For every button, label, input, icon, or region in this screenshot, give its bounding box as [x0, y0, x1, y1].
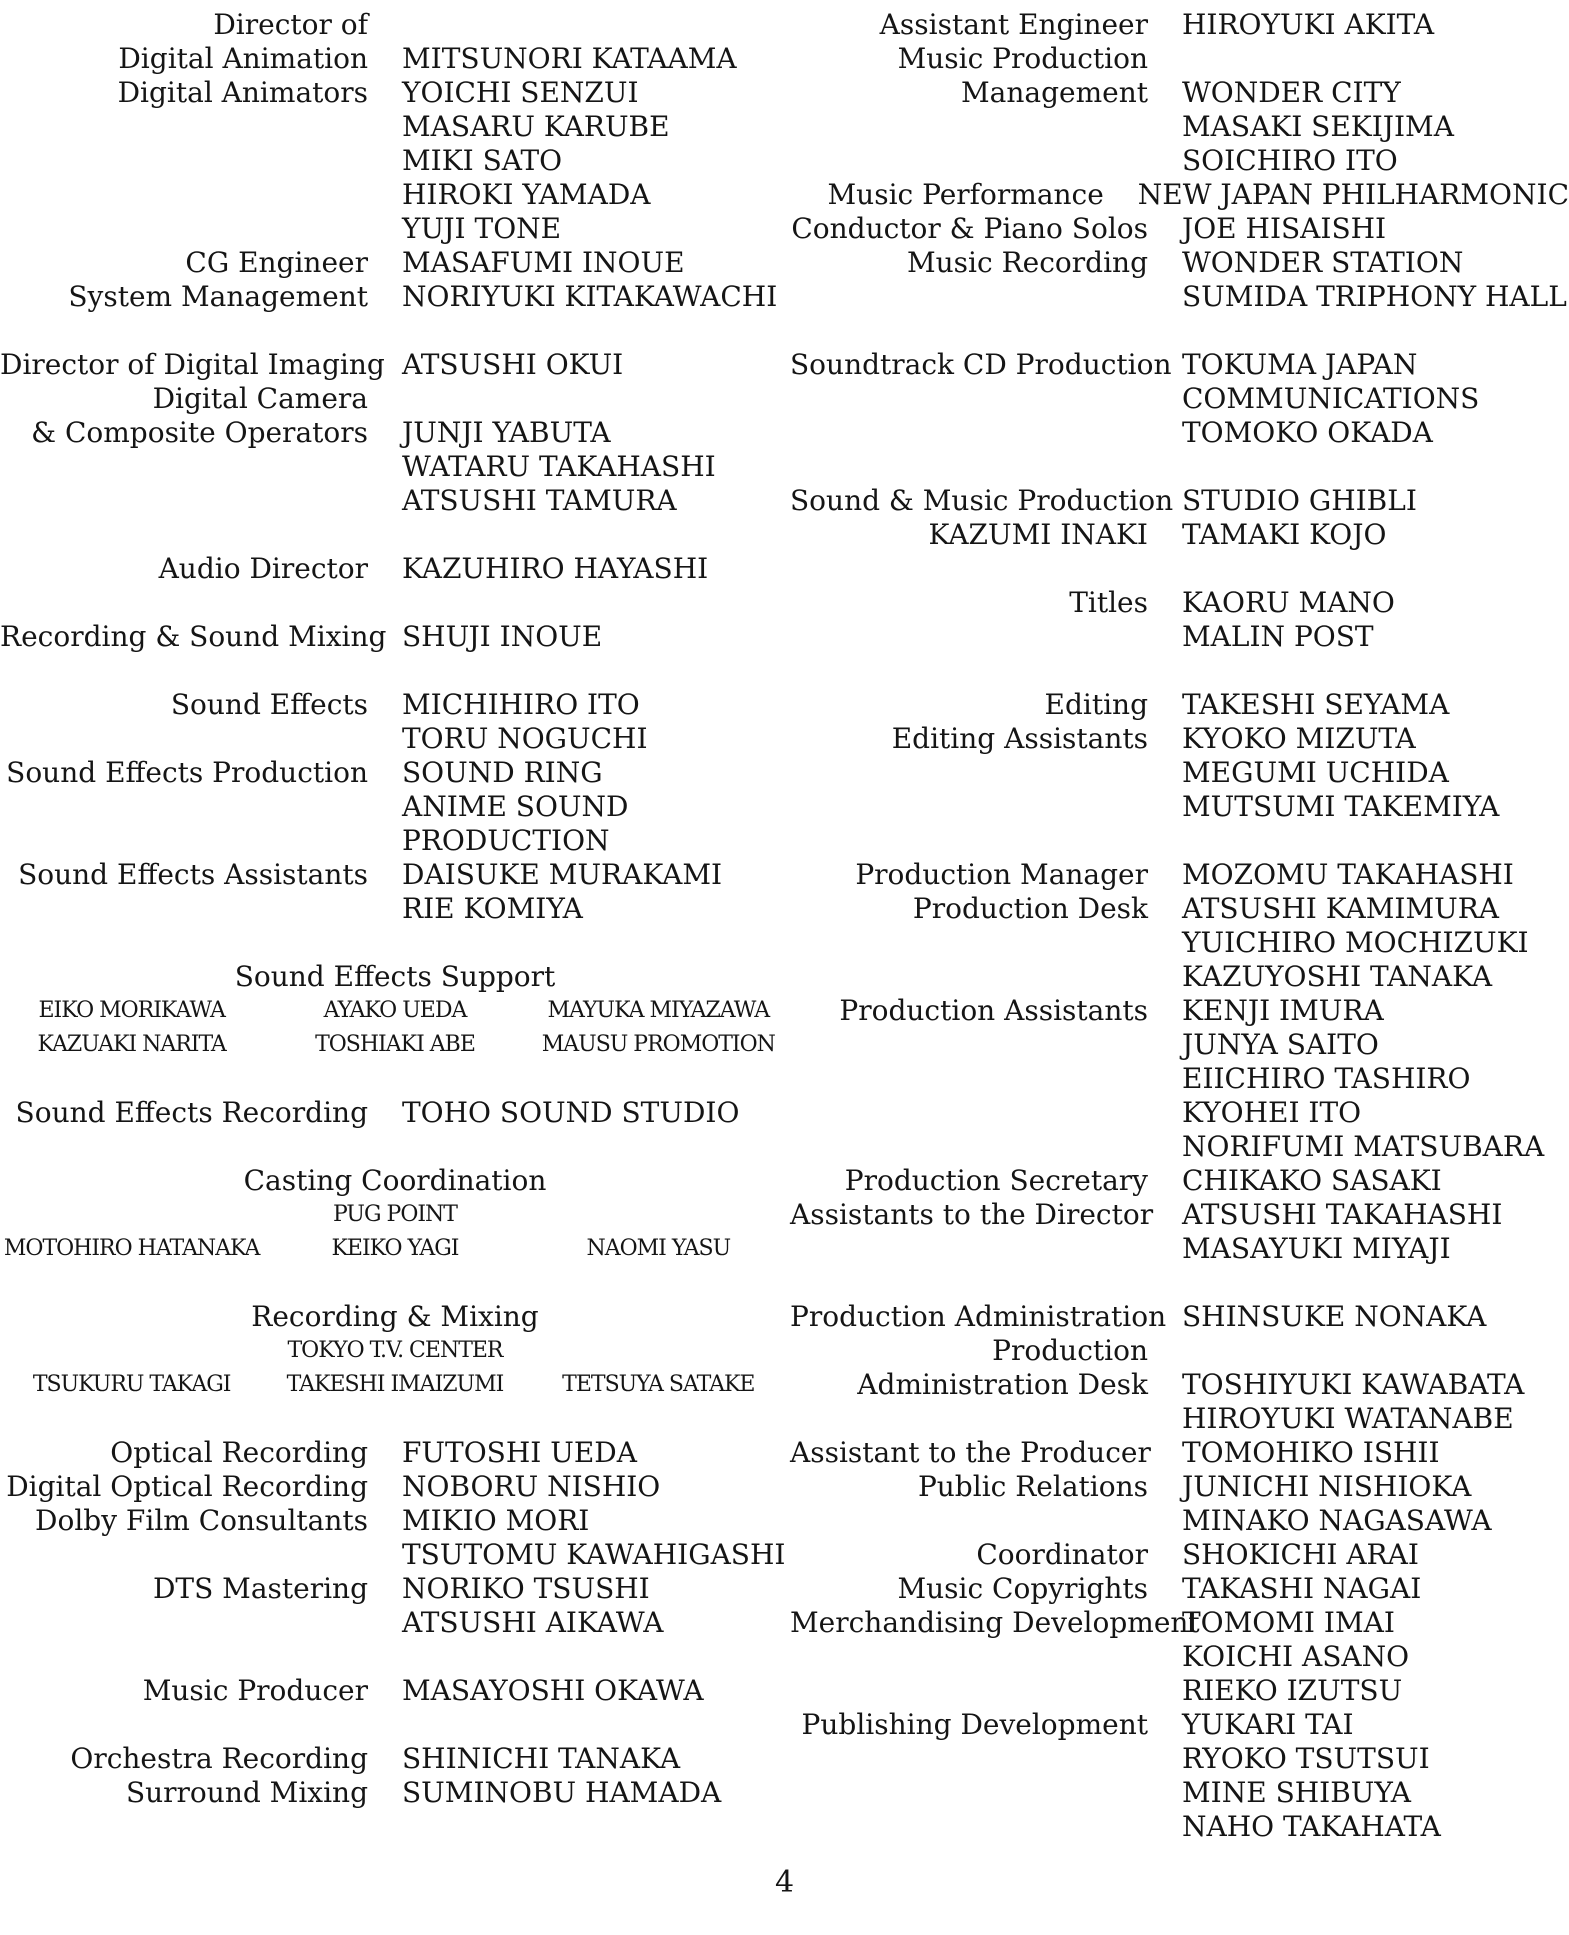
credit-row [0, 144, 790, 178]
credit-role [790, 1130, 1148, 1164]
credit-role [790, 926, 1148, 960]
credit-row [790, 1606, 1569, 1640]
credit-row [0, 348, 790, 382]
credit-role: Assistant to the Producer [790, 1436, 1151, 1469]
credit-role: Sound Effects Recording [15, 1096, 368, 1129]
credit-name: HIROYUKI WATANABE [1182, 1402, 1514, 1435]
credit-name: NORIFUMI MATSUBARA [1182, 1130, 1545, 1163]
credit-role: Audio Director [158, 552, 368, 585]
credit-row [0, 620, 790, 654]
credit-row [790, 178, 1569, 212]
spacer [790, 824, 1569, 858]
credit-role [0, 1538, 368, 1572]
credit-row [0, 1572, 790, 1606]
credit-name: ATSUSHI OKUI [402, 348, 624, 381]
credit-name: SHINICHI TANAKA [402, 1742, 681, 1775]
credit-row [0, 1742, 790, 1776]
credit-row [790, 1776, 1569, 1810]
credit-name: KAZUHIRO HAYASHI [402, 552, 709, 585]
credit-row [0, 722, 790, 756]
credit-name: HIROKI YAMADA [402, 178, 651, 211]
credit-name: TORU NOGUCHI [402, 722, 648, 755]
credit-name: ATSUSHI TAMURA [402, 484, 677, 517]
spacer [0, 518, 790, 552]
credit-name: YUICHIRO MOCHIZUKI [1182, 926, 1529, 959]
page-number: 4 [774, 1865, 795, 1900]
credit-name: TAKESHI SEYAMA [1182, 688, 1450, 721]
credit-name: MASARU KARUBE [402, 110, 670, 143]
credit-row [0, 756, 790, 790]
credit-name: KENJI IMURA [1182, 994, 1384, 1027]
credit-name: WONDER CITY [1182, 76, 1401, 109]
credit-row [0, 42, 790, 76]
credit-role [790, 1096, 1148, 1130]
spacer [0, 1402, 790, 1436]
credit-name: TOMOHIKO ISHII [1182, 1436, 1440, 1469]
credit-role [790, 620, 1148, 654]
credit-name: JUNYA SAITO [1182, 1028, 1379, 1061]
credit-row [790, 76, 1569, 110]
credit-name: SHOKICHI ARAI [1182, 1538, 1419, 1571]
credit-name: ATSUSHI KAMIMURA [1182, 892, 1500, 925]
spacer [0, 586, 790, 620]
credit-row [0, 212, 790, 246]
credit-role: Publishing Development [801, 1708, 1148, 1741]
credit-name: DAISUKE MURAKAMI [402, 858, 723, 891]
credit-name: MEGUMI UCHIDA [1182, 756, 1449, 789]
credit-role [790, 1402, 1148, 1436]
credit-row [0, 484, 790, 518]
credit-row [790, 280, 1569, 314]
credit-role: Director of Digital Imaging [0, 348, 385, 381]
credit-row [0, 858, 790, 892]
credit-role: Director of [213, 8, 368, 41]
credit-row [790, 1334, 1569, 1368]
credit-name: EIKO MORIKAWA [38, 998, 225, 1023]
credit-role: Music Production [897, 42, 1148, 75]
credit-role: Digital Camera [152, 382, 368, 415]
credit-name: NOBORU NISHIO [402, 1470, 661, 1503]
credit-role: Production Assistants [839, 994, 1148, 1027]
credit-role [790, 756, 1148, 790]
credit-name: SOUND RING [402, 756, 603, 789]
credit-name: TOKUMA JAPAN [1182, 348, 1418, 381]
credit-role [790, 280, 1148, 314]
credit-name: RIEKO IZUTSU [1182, 1674, 1403, 1707]
credit-row [0, 1504, 790, 1538]
spacer [790, 1266, 1569, 1300]
credit-name: MASAYUKI MIYAJI [1182, 1232, 1451, 1265]
credit-name: TETSUYA SATAKE [562, 1372, 755, 1397]
credit-row [0, 688, 790, 722]
credit-row [0, 178, 790, 212]
spacer [0, 314, 790, 348]
credit-name: YUKARI TAI [1182, 1708, 1354, 1741]
credit-name: EIICHIRO TASHIRO [1182, 1062, 1471, 1095]
credit-row [790, 722, 1569, 756]
credit-row [790, 926, 1569, 960]
credit-role: Administration Desk [857, 1368, 1148, 1401]
section-heading: Sound Effects Support [234, 960, 556, 993]
credit-name: STUDIO GHIBLI [1182, 484, 1417, 517]
credit-name: HIROYUKI AKITA [1182, 8, 1435, 41]
section-heading: Recording & Mixing [251, 1300, 539, 1333]
credit-role: Production Administration [790, 1300, 1167, 1333]
credit-role: Digital Optical Recording [6, 1470, 368, 1503]
credit-role: Sound Effects Production [6, 756, 368, 789]
credit-name: MITSUNORI KATAAMA [402, 42, 737, 75]
credit-row [790, 42, 1569, 76]
spacer [790, 450, 1569, 484]
credit-name: TAKESHI IMAIZUMI [286, 1372, 504, 1397]
credit-role: Production Secretary [844, 1164, 1148, 1197]
credit-role [0, 790, 368, 824]
credit-row [790, 144, 1569, 178]
credit-name: FUTOSHI UEDA [402, 1436, 637, 1469]
credit-name: MINE SHIBUYA [1182, 1776, 1411, 1809]
credit-name: SUMINOBU HAMADA [402, 1776, 722, 1809]
credit-name: TAKASHI NAGAI [1182, 1572, 1422, 1605]
credit-row [790, 1368, 1569, 1402]
credit-name: MASAFUMI INOUE [402, 246, 685, 279]
credit-role: Conductor & Piano Solos [791, 212, 1148, 245]
credit-name: NORIYUKI KITAKAWACHI [402, 280, 778, 313]
credit-row [790, 416, 1569, 450]
credit-role [0, 824, 368, 858]
credit-name: TOHO SOUND STUDIO [402, 1096, 740, 1129]
credit-row [790, 382, 1569, 416]
credit-row [790, 1130, 1569, 1164]
credit-name: CHIKAKO SASAKI [1182, 1164, 1442, 1197]
credit-name: YOICHI SENZUI [402, 76, 639, 109]
credit-row [790, 1708, 1569, 1742]
credit-row [790, 518, 1569, 552]
credit-row [790, 994, 1569, 1028]
credit-role: Sound & Music Production [790, 484, 1174, 517]
credit-row [0, 76, 790, 110]
credit-row [0, 1606, 790, 1640]
credit-name: KEIKO YAGI [331, 1236, 459, 1261]
credit-role [790, 1776, 1148, 1810]
credit-row [790, 246, 1569, 280]
credit-role [790, 1742, 1148, 1776]
credit-name: WATARU TAKAHASHI [402, 450, 716, 483]
spacer [790, 552, 1569, 586]
credit-row [790, 1028, 1569, 1062]
credit-row [790, 790, 1569, 824]
credit-name: MUTSUMI TAKEMIYA [1182, 790, 1500, 823]
credit-row [0, 1776, 790, 1810]
credit-name: KOICHI ASANO [1182, 1640, 1410, 1673]
spacer [0, 1708, 790, 1742]
credit-row [790, 1470, 1569, 1504]
credit-name: KYOKO MIZUTA [1182, 722, 1416, 755]
credit-name: NAHO TAKAHATA [1182, 1810, 1441, 1843]
credit-row [790, 8, 1569, 42]
credit-name: TSUTOMU KAWAHIGASHI [402, 1538, 786, 1571]
credit-row [0, 450, 790, 484]
credit-role: Assistants to the Director [790, 1198, 1154, 1231]
credit-role [0, 892, 368, 926]
credit-role [790, 110, 1148, 144]
credit-role [0, 110, 368, 144]
credit-name: SHINSUKE NONAKA [1182, 1300, 1487, 1333]
credit-name: KAORU MANO [1182, 586, 1395, 619]
credit-role [0, 178, 368, 212]
credit-name: JOE HISAISHI [1182, 212, 1387, 245]
credit-row [0, 280, 790, 314]
credit-name: ATSUSHI AIKAWA [402, 1606, 664, 1639]
credit-row [790, 858, 1569, 892]
credit-role: Soundtrack CD Production [790, 348, 1172, 381]
credit-role [790, 1062, 1148, 1096]
credit-name: JUNICHI NISHIOKA [1182, 1470, 1472, 1503]
credit-name: MIKI SATO [402, 144, 563, 177]
spacer [0, 1130, 790, 1164]
credit-role: Music Performance [827, 178, 1104, 211]
credit-name-row [0, 1028, 790, 1062]
credit-role: Production [992, 1334, 1148, 1367]
credit-role: Digital Animation [118, 42, 368, 75]
credit-name: SHUJI INOUE [402, 620, 603, 653]
credit-row [790, 1810, 1569, 1844]
credit-role [790, 1640, 1148, 1674]
credit-name: ATSUSHI TAKAHASHI [1182, 1198, 1503, 1231]
credit-role: System Management [68, 280, 368, 313]
credit-role: KAZUMI INAKI [928, 518, 1148, 551]
credit-name-row [0, 1368, 790, 1402]
credit-row [0, 1470, 790, 1504]
credit-name: TOSHIYUKI KAWABATA [1182, 1368, 1525, 1401]
credit-row [790, 484, 1569, 518]
credit-role: Sound Effects [170, 688, 368, 721]
credit-role: Surround Mixing [125, 1776, 368, 1809]
credit-name: MOTOHIRO HATANAKA [3, 1236, 260, 1261]
credit-row [790, 1538, 1569, 1572]
credit-role: Public Relations [917, 1470, 1148, 1503]
credit-row [790, 1504, 1569, 1538]
credit-name: COMMUNICATIONS [1182, 382, 1480, 415]
spacer [0, 654, 790, 688]
credit-role [790, 382, 1148, 416]
credit-row [790, 756, 1569, 790]
credit-role: Digital Animators [117, 76, 368, 109]
credit-role: Titles [1069, 586, 1148, 619]
credit-row [790, 1062, 1569, 1096]
credit-name: TSUKURU TAKAGI [32, 1372, 231, 1397]
credit-role: Management [961, 76, 1148, 109]
credit-name: KAZUAKI NARITA [37, 1032, 226, 1057]
credit-role: Editing [1044, 688, 1148, 721]
credit-row [790, 1164, 1569, 1198]
credit-name: AYAKO UEDA [323, 998, 467, 1023]
credit-role: Production Desk [912, 892, 1148, 925]
credit-name: MOZOMU TAKAHASHI [1182, 858, 1514, 891]
credit-row [790, 348, 1569, 382]
credit-row [790, 1300, 1569, 1334]
credit-role: Orchestra Recording [70, 1742, 368, 1775]
credit-row [790, 212, 1569, 246]
credit-role [790, 416, 1148, 450]
credit-row [790, 110, 1569, 144]
credit-row [0, 246, 790, 280]
credit-row [0, 382, 790, 416]
credit-row [0, 552, 790, 586]
credit-role [0, 212, 368, 246]
credit-role: Music Copyrights [897, 1572, 1148, 1605]
credit-row [0, 1436, 790, 1470]
credit-row [0, 790, 790, 824]
credit-row [790, 960, 1569, 994]
credit-name: TOSHIAKI ABE [315, 1032, 475, 1057]
credit-name: MINAKO NAGASAWA [1182, 1504, 1492, 1537]
credit-role [790, 144, 1148, 178]
credits-column-right [790, 8, 1569, 1844]
section-company: TOKYO T.V. CENTER [287, 1338, 503, 1363]
credit-role: Sound Effects Assistants [18, 858, 368, 891]
credit-role: DTS Mastering [152, 1572, 368, 1605]
credit-row [790, 1742, 1569, 1776]
credit-role [790, 1232, 1148, 1266]
credit-name: KYOHEI ITO [1182, 1096, 1362, 1129]
credits-column-left [0, 8, 790, 1810]
section-company: PUG POINT [333, 1202, 457, 1227]
credit-row [790, 586, 1569, 620]
credit-row [0, 8, 790, 42]
credit-role: Merchandising Development [790, 1606, 1200, 1639]
credit-name: MIKIO MORI [402, 1504, 590, 1537]
credit-role: Coordinator [976, 1538, 1148, 1571]
credit-role [0, 484, 368, 518]
credit-role [0, 450, 368, 484]
credit-name: TOMOKO OKADA [1182, 416, 1433, 449]
credit-row [790, 1096, 1569, 1130]
credit-name: KAZUYOSHI TANAKA [1182, 960, 1493, 993]
credit-role [790, 1504, 1148, 1538]
credit-row [790, 1402, 1569, 1436]
credit-name: PRODUCTION [402, 824, 610, 857]
credit-row [790, 1436, 1569, 1470]
credit-name: NEW JAPAN PHILHARMONIC [1137, 178, 1569, 211]
credit-role: CG Engineer [185, 246, 368, 279]
credit-row [790, 1232, 1569, 1266]
spacer [0, 1266, 790, 1300]
credit-name: TAMAKI KOJO [1182, 518, 1387, 551]
credit-name: RIE KOMIYA [402, 892, 583, 925]
credit-role [0, 722, 368, 756]
credit-row [0, 1674, 790, 1708]
spacer [0, 1640, 790, 1674]
credit-role [790, 1028, 1148, 1062]
spacer [0, 926, 790, 960]
credit-name: YUJI TONE [402, 212, 562, 245]
credit-name: MAUSU PROMOTION [541, 1032, 775, 1057]
credit-name: SUMIDA TRIPHONY HALL [1182, 280, 1567, 313]
credit-row [790, 1674, 1569, 1708]
credit-role [790, 960, 1148, 994]
credit-row [0, 110, 790, 144]
credit-name: WONDER STATION [1182, 246, 1464, 279]
credit-role: Editing Assistants [891, 722, 1148, 755]
credit-name-row [0, 994, 790, 1028]
credit-name: ANIME SOUND [402, 790, 629, 823]
credit-role: Dolby Film Consultants [35, 1504, 368, 1537]
credit-name-row [0, 1232, 790, 1266]
credit-name: MALIN POST [1182, 620, 1374, 653]
credit-name: MAYUKA MIYAZAWA [547, 998, 770, 1023]
credit-row [790, 1198, 1569, 1232]
credit-role: Music Recording [906, 246, 1148, 279]
credit-name: RYOKO TSUTSUI [1182, 1742, 1430, 1775]
credit-row [790, 688, 1569, 722]
spacer [0, 1062, 790, 1096]
credit-role [0, 1606, 368, 1640]
credit-row [0, 1096, 790, 1130]
credit-role: Production Manager [855, 858, 1148, 891]
credit-row [0, 416, 790, 450]
credit-role [0, 144, 368, 178]
spacer [790, 654, 1569, 688]
credit-name: JUNJI YABUTA [402, 416, 611, 449]
credit-name: TOMOMI IMAI [1182, 1606, 1395, 1639]
credit-role: Assistant Engineer [879, 8, 1148, 41]
credit-row [790, 620, 1569, 654]
credit-row [0, 892, 790, 926]
credit-role: Music Producer [142, 1674, 368, 1707]
credit-name: MASAYOSHI OKAWA [402, 1674, 704, 1707]
credit-name: NAOMI YASU [586, 1236, 731, 1261]
credit-row [790, 1572, 1569, 1606]
credit-role [790, 1674, 1148, 1708]
credit-role: Optical Recording [110, 1436, 368, 1469]
credit-row [790, 1640, 1569, 1674]
spacer [790, 314, 1569, 348]
credit-name: MASAKI SEKIJIMA [1182, 110, 1454, 143]
credit-role [790, 790, 1148, 824]
credit-role [790, 1810, 1148, 1844]
credit-name: SOICHIRO ITO [1182, 144, 1398, 177]
credit-name: NORIKO TSUSHI [402, 1572, 650, 1605]
credit-row [790, 892, 1569, 926]
credit-role: & Composite Operators [31, 416, 368, 449]
credit-row [0, 1538, 790, 1572]
credit-row [0, 824, 790, 858]
credit-role: Recording & Sound Mixing [0, 620, 387, 653]
section-heading: Casting Coordination [243, 1164, 547, 1197]
credit-name: MICHIHIRO ITO [402, 688, 640, 721]
